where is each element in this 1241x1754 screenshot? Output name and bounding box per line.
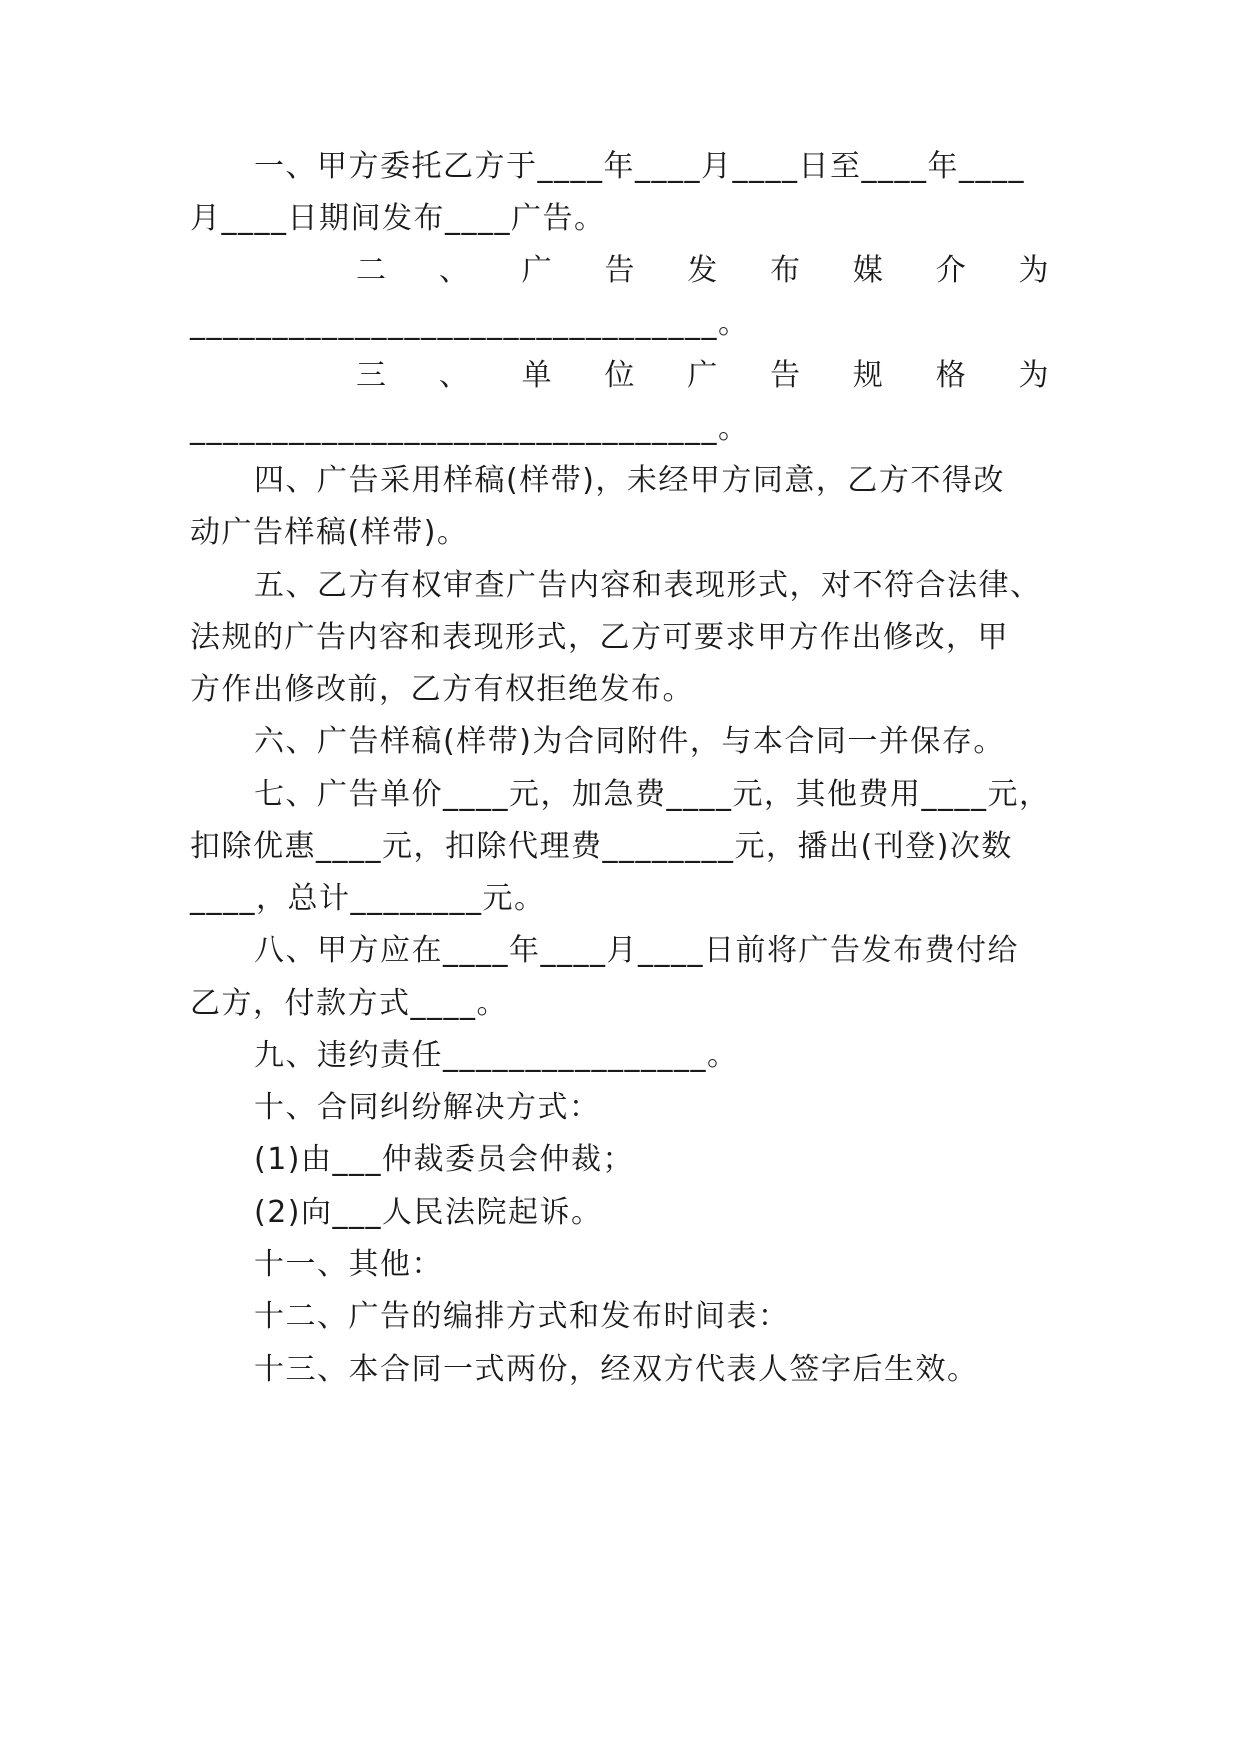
- clause-4-line-2: 动广告样稿(样带)。: [190, 515, 469, 550]
- clause-2-blank: ________________________________。: [190, 306, 750, 341]
- clause-12: 十二、广告的编排方式和发布时间表：: [254, 1299, 790, 1334]
- clause-5-line-1: 五、乙方有权审查广告内容和表现形式，对不符合法律、: [254, 568, 1042, 603]
- clause-4-line-1: 四、广告采用样稿(样带)，未经甲方同意，乙方不得改: [254, 463, 1005, 498]
- clause-5-line-2: 法规的广告内容和表现形式，乙方可要求甲方作出修改，甲: [190, 620, 1009, 655]
- clause-9: 九、违约责任________________。: [254, 1038, 739, 1073]
- clause-7-line-2: 扣除优惠____元，扣除代理费________元，播出(刊登)次数: [190, 829, 1013, 864]
- clause-10: 十、合同纠纷解决方式：: [254, 1090, 601, 1125]
- clause-13: 十三、本合同一式两份，经双方代表人签字后生效。: [254, 1352, 979, 1387]
- clause-2-char: 广: [521, 253, 554, 288]
- clause-2-char: 告: [604, 253, 636, 288]
- clause-7-line-1: 七、广告单价____元，加急费____元，其他费用____元，: [254, 777, 1051, 812]
- clause-3-char: 为: [1018, 358, 1050, 393]
- clause-2-char: 二: [356, 253, 388, 288]
- clause-3-char: 格: [935, 358, 968, 393]
- clause-2-heading: [356, 242, 1050, 300]
- clause-3-char: 广: [687, 358, 719, 393]
- clause-8-line-2: 乙方，付款方式____。: [190, 986, 508, 1021]
- clause-2-char: 发: [687, 253, 719, 288]
- clause-3-char: 告: [770, 358, 802, 393]
- clause-6-line-1: 六、广告样稿(样带)为合同附件，与本合同一并保存。: [254, 724, 1005, 759]
- clause-11: 十一、其他：: [254, 1247, 443, 1282]
- clause-2-char: 为: [1018, 253, 1050, 288]
- clause-3-char: 规: [852, 358, 885, 393]
- clause-3-heading: [356, 347, 1050, 405]
- clause-7-line-3: ____，总计________元。: [190, 881, 546, 916]
- clause-3-blank: ________________________________。: [190, 411, 750, 446]
- clause-2-char: 媒: [852, 253, 885, 288]
- clause-10-option-2: (2)向___人民法院起诉。: [254, 1195, 603, 1230]
- clause-1-line-2: 月____日期间发布____广告。: [190, 201, 606, 236]
- clause-3-char: 、: [438, 358, 471, 393]
- clause-2-char: 、: [438, 253, 471, 288]
- clause-10-option-1: (1)由___仲裁委员会仲裁；: [254, 1142, 634, 1177]
- clause-2-char: 介: [935, 253, 968, 288]
- clause-8-line-1: 八、甲方应在____年____月____日前将广告发布费付给: [254, 933, 1019, 968]
- clause-3-char: 三: [356, 358, 388, 393]
- clause-1-line-1: 一、甲方委托乙方于____年____月____日至____年____: [254, 149, 1025, 184]
- clause-3-char: 单: [521, 358, 554, 393]
- clause-3-char: 位: [604, 358, 636, 393]
- clause-5-line-3: 方作出修改前，乙方有权拒绝发布。: [190, 672, 694, 707]
- clause-2-char: 布: [770, 253, 802, 288]
